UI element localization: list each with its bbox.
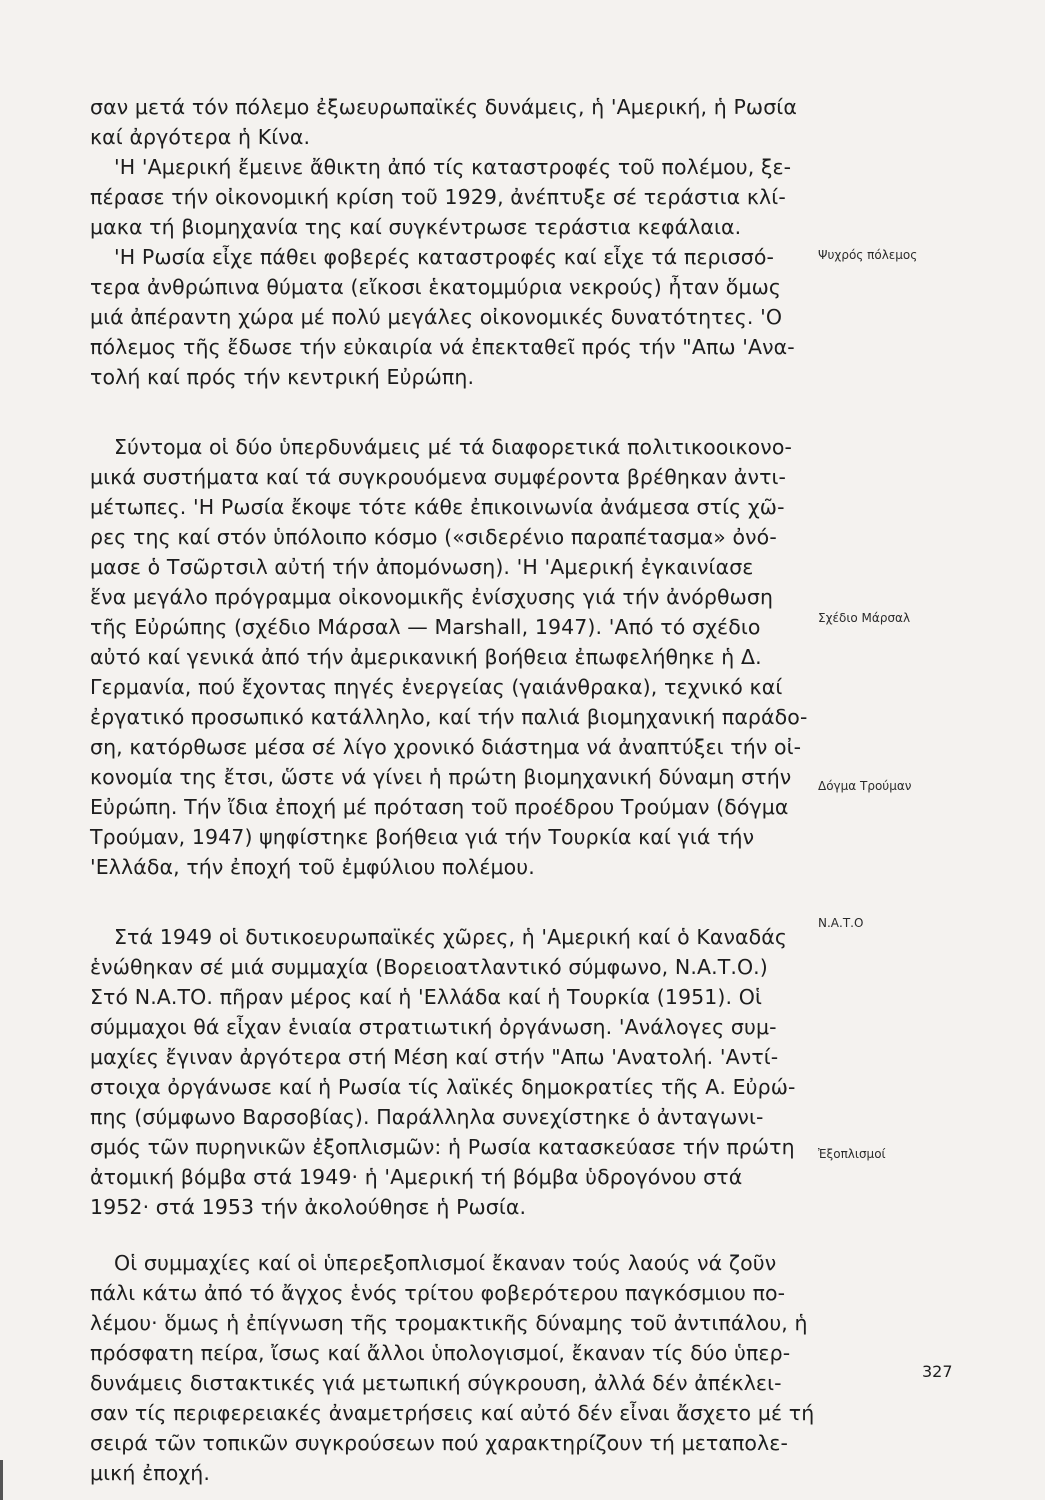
text-line: ἀτομική βόμβα στά 1949· ἡ 'Αμερική τή βόμβα ὑδρογόνου στά [90, 1165, 743, 1189]
text-line: πάλι κάτω ἀπό τό ἄγχος ἑνός τρίτου φοβερότερου παγκόσμιου πο- [90, 1281, 786, 1305]
text-line: μική ἐποχή. [90, 1461, 210, 1485]
paragraph-1 [90, 92, 797, 152]
text-line: σύμμαχοι θά εἶχαν ἑνιαία στρατιωτική ὀργάνωση. 'Ανάλογες συμ- [90, 1015, 777, 1039]
text-line: 'Ελλάδα, τήν ἐποχή τοῦ ἐμφύλιου πολέμου. [90, 855, 535, 879]
text-line: πέρασε τήν οἰκονομική κρίση τοῦ 1929, ἀνέπτυξε σέ τεράστια κλί- [90, 185, 786, 209]
text-line: 'Η Ρωσία εἶχε πάθει φοβερές καταστροφές καί εἶχε τά περισσό- [114, 245, 774, 269]
text-line: Στά 1949 οἱ δυτικοευρωπαϊκές χῶρες, ἡ 'Αμερική καί ὁ Καναδάς [114, 925, 788, 949]
text-line: πης (σύμφωνο Βαρσοβίας). Παράλληλα συνεχίστηκε ὁ ἀνταγωνι- [90, 1105, 764, 1129]
text-line: μακα τή βιομηχανία της καί συγκέντρωσε τεράστια κεφάλαια. [90, 215, 742, 239]
text-line: πρόσφατη πείρα, ἴσως καί ἄλλοι ὑπολογισμοί, ἔκαναν τίς δύο ὑπερ- [90, 1341, 791, 1365]
text-line: μέτωπες. 'Η Ρωσία ἔκοψε τότε κάθε ἐπικοινωνία ἀνάμεσα στίς χῶ- [90, 495, 785, 519]
text-line: τερα ἀνθρώπινα θύματα (εἴκοσι ἑκατομμύρια νεκρούς) ἦταν ὅμως [90, 275, 781, 299]
text-line: λέμου· ὅμως ἡ ἐπίγνωση τῆς τρομακτικῆς δύναμης τοῦ ἀντιπάλου, ἡ [90, 1311, 808, 1335]
text-line: Εὐρώπη. Τήν ἴδια ἐποχή μέ πρόταση τοῦ προέδρου Τρούμαν (δόγμα [90, 795, 789, 819]
text-line: στοιχα ὀργάνωσε καί ἡ Ρωσία τίς λαϊκές δημοκρατίες τῆς Α. Εὐρώ- [90, 1075, 796, 1099]
text-line: μικά συστήματα καί τά συγκρουόμενα συμφέροντα βρέθηκαν ἀντι- [90, 465, 787, 489]
text-line: ἐργατικό προσωπικό κατάλληλο, καί τήν παλιά βιομηχανική παράδο- [90, 705, 808, 729]
text-line: κονομία της ἔτσι, ὥστε νά γίνει ἡ πρώτη βιομηχανική δύναμη στήν [90, 765, 792, 789]
text-line: Στό Ν.Α.ΤΟ. πῆραν μέρος καί ἡ 'Ελλάδα καί ἡ Τουρκία (1951). Οἱ [90, 985, 762, 1009]
text-line: σαν τίς περιφερειακές ἀναμετρήσεις καί αὐτό δέν εἶναι ἄσχετο μέ τή [90, 1401, 815, 1425]
text-line: σειρά τῶν τοπικῶν συγκρούσεων πού χαρακτηρίζουν τή μεταπολε- [90, 1431, 788, 1455]
text-line: αὐτό καί γενικά ἀπό τήν ἀμερικανική βοήθεια ἐπωφελήθηκε ἡ Δ. [90, 645, 762, 669]
paragraph-2 [90, 152, 792, 242]
text-line: καί ἀργότερα ἡ Κίνα. [90, 125, 311, 149]
paragraph-5 [90, 922, 796, 1222]
text-line: δυνάμεις διστακτικές γιά μετωπική σύγκρουση, ἀλλά δέν ἀπέκλει- [90, 1371, 782, 1395]
paragraph-3 [90, 242, 795, 392]
margin-note-armaments: Ἐξοπλισμοί [818, 1147, 886, 1161]
text-line: μαχίες ἔγιναν ἀργότερα στή Μέση καί στήν "Απω 'Ανατολή. 'Αντί- [90, 1045, 779, 1069]
text-line: τῆς Εὐρώπης (σχέδιο Μάρσαλ — Marshall, 1947). 'Από τό σχέδιο [90, 615, 761, 639]
text-line: πόλεμος τῆς ἔδωσε τήν εὐκαιρία νά ἐπεκταθεῖ πρός τήν "Απω 'Ανα- [90, 335, 795, 359]
text-line: 'Η 'Αμερική ἔμεινε ἄθικτη ἀπό τίς καταστροφές τοῦ πολέμου, ξε- [114, 155, 792, 179]
paragraph-4 [90, 432, 808, 882]
text-line: Γερμανία, πού ἔχοντας πηγές ἐνεργείας (γαιάνθρακα), τεχνικό καί [90, 675, 783, 699]
text-line: Οἱ συμμαχίες καί οἱ ὑπερεξοπλισμοί ἔκαναν τούς λαούς νά ζοῦν [114, 1251, 777, 1275]
text-line: ρες της καί στόν ὑπόλοιπο κόσμο («σιδερένιο παραπέτασμα» ὀνό- [90, 525, 777, 549]
text-line: ἑνώθηκαν σέ μιά συμμαχία (Βορειοατλαντικό σύμφωνο, Ν.Α.Τ.Ο.) [90, 955, 768, 979]
text-line: μασε ὁ Τσῶρτσιλ αὐτή τήν ἀπομόνωση). 'Η 'Αμερική ἐγκαινίασε [90, 555, 754, 579]
text-line: Τρούμαν, 1947) ψηφίστηκε βοήθεια γιά τήν Τουρκία καί γιά τήν [90, 825, 755, 849]
margin-note-cold-war: Ψυχρός πόλεμος [818, 248, 918, 262]
margin-note-nato: Ν.Α.Τ.Ο [818, 916, 864, 930]
main-text-column [90, 92, 815, 1488]
text-line: τολή καί πρός τήν κεντρική Εὐρώπη. [90, 365, 475, 389]
margin-note-marshall-plan: Σχέδιο Μάρσαλ [818, 611, 911, 625]
text-line: 1952· στά 1953 τήν ἀκολούθησε ἡ Ρωσία. [90, 1195, 527, 1219]
text-line: ἕνα μεγάλο πρόγραμμα οἰκονομικῆς ἐνίσχυσης γιά τήν ἀνόρθωση [90, 585, 774, 609]
text-line: μιά ἀπέραντη χώρα μέ πολύ μεγάλες οἰκονομικές δυνατότητες. 'Ο [90, 305, 783, 329]
page-edge-mark [0, 1460, 3, 1500]
paragraph-6 [90, 1248, 815, 1488]
text-line: σαν μετά τόν πόλεμο ἐξωευρωπαϊκές δυνάμεις, ἡ 'Αμερική, ἡ Ρωσία [90, 95, 797, 119]
text-line: ση, κατόρθωσε μέσα σέ λίγο χρονικό διάστημα νά ἀναπτύξει τήν οἰ- [90, 735, 802, 759]
text-line: σμός τῶν πυρηνικῶν ἐξοπλισμῶν: ἡ Ρωσία κατασκεύασε τήν πρώτη [90, 1135, 795, 1159]
margin-note-truman-doctrine: Δόγμα Τρούμαν [818, 779, 912, 793]
page-number: 327 [922, 1362, 953, 1381]
text-line: Σύντομα οἱ δύο ὑπερδυνάμεις μέ τά διαφορετικά πολιτικοοικονο- [114, 435, 792, 459]
